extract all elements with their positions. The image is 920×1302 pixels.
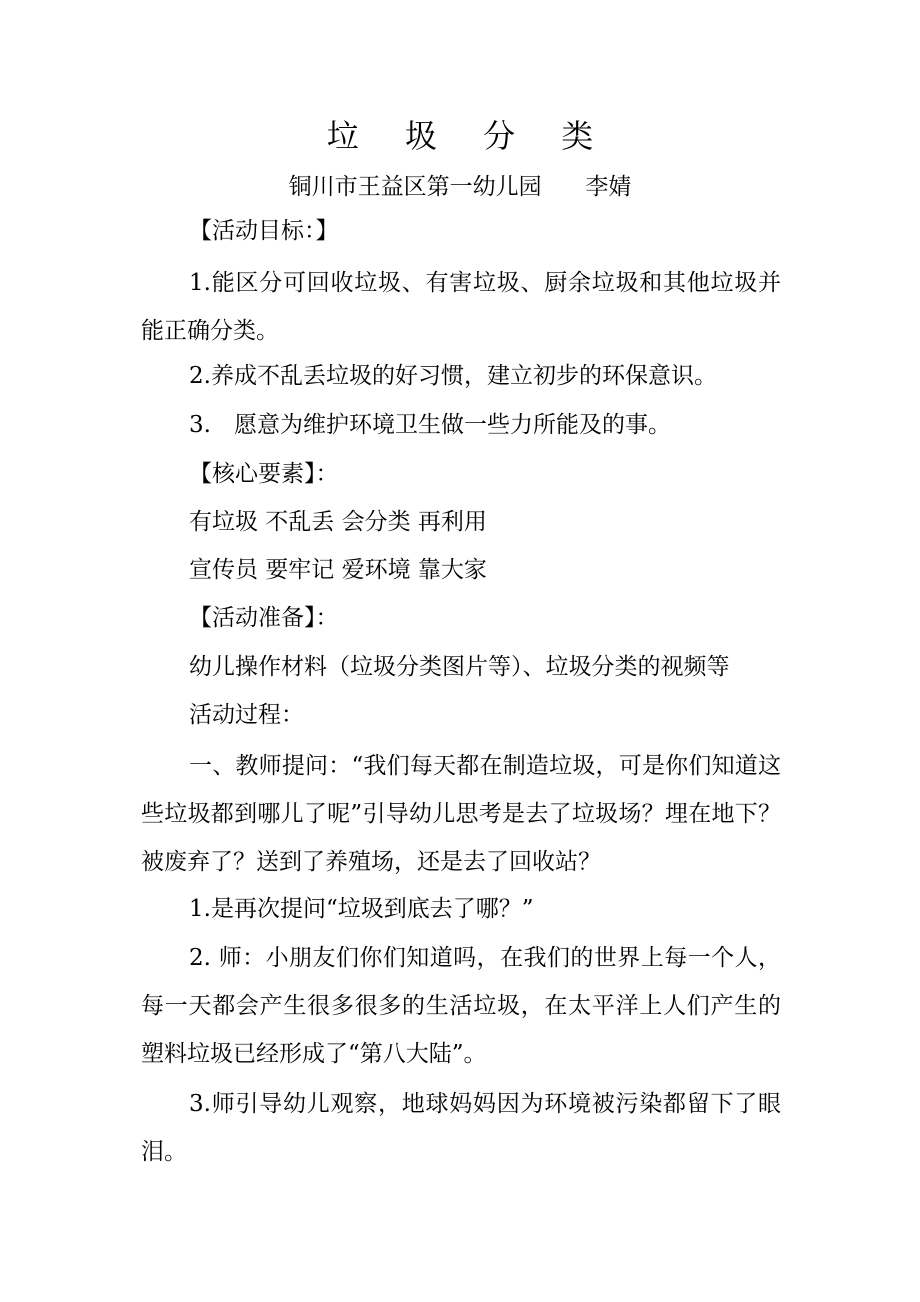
goal-1: 1.能区分可回收垃圾、有害垃圾、厨余垃圾和其他垃圾并能正确分类。 <box>141 270 781 344</box>
heading-core-elements: 【核心要素】： <box>189 461 339 487</box>
core-elements-line-2: 宣传员 要牢记 爱环境 靠大家 <box>189 557 487 583</box>
document-author-line: 铜川市王益区第一幼儿园 李婧 <box>288 174 632 200</box>
preparation-text: 幼儿操作材料（垃圾分类图片等）、垃圾分类的视频等 <box>189 654 730 680</box>
process-step-1-3: 3.师引导幼儿观察，地球妈妈因为环境被污染都留下了眼泪。 <box>141 1091 781 1165</box>
process-step-1-1: 1.是再次提问“垃圾到底去了哪？” <box>189 896 534 922</box>
core-elements-line-1: 有垃圾 不乱丢 会分类 再利用 <box>189 509 487 535</box>
document-title: 垃 圾 分 类 <box>326 117 612 155</box>
heading-activity-goals: 【活动目标：】 <box>189 218 339 244</box>
heading-activity-preparation: 【活动准备】： <box>189 605 339 631</box>
heading-activity-process: 活动过程： <box>189 702 304 728</box>
process-step-1-2: 2. 师：小朋友们你们知道吗，在我们的世界上每一个人，每一天都会产生很多很多的生活垃圾，在太平洋上人们产生的塑料垃圾已经形成了“第八大陆”。 <box>141 945 781 1067</box>
process-step-1: 一、教师提问：“我们每天都在制造垃圾，可是你们知道这些垃圾都到哪儿了呢”引导幼儿思考是去了垃圾场？埋在地下？被废弃了？送到了养殖场，还是去了回收站？ <box>141 753 781 875</box>
goal-3: 3. 愿意为维护环境卫生做一些力所能及的事。 <box>189 412 671 438</box>
goal-2: 2.养成不乱丢垃圾的好习惯，建立初步的环保意识。 <box>189 363 717 389</box>
